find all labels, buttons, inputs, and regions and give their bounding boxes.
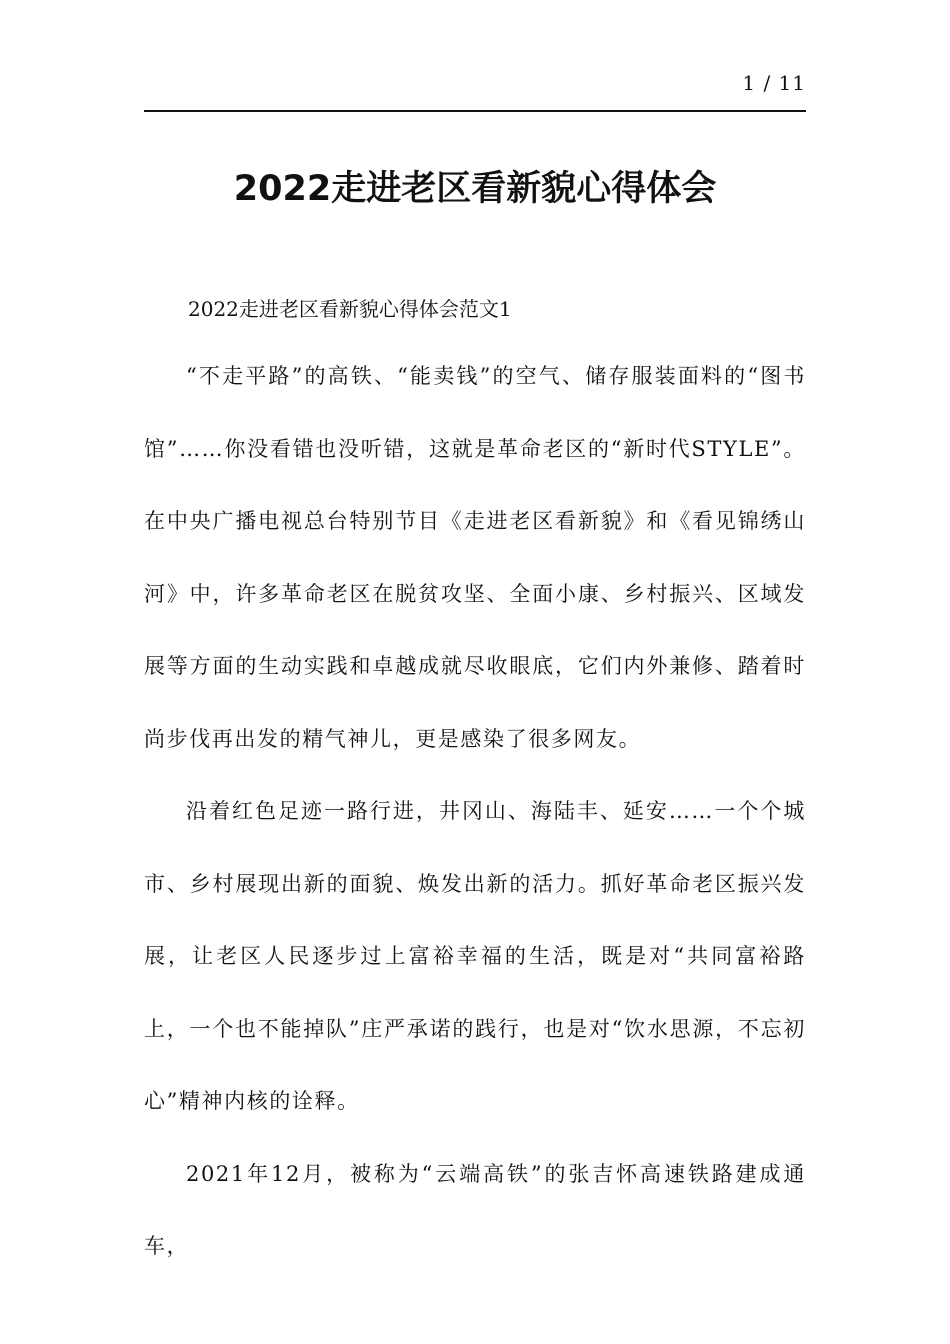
body-paragraph-2: 沿着红色足迹一路行进，井冈山、海陆丰、延安……一个个城市、乡村展现出新的面貌、焕发出新的活力。抓好革命老区振兴发展，让老区人民逐步过上富裕幸福的生活，既是对“共同富裕路上，一个也不能掉队”庄严承诺的践行，也是对“饮水思源，不忘初心”精神内核的诠释。 [144, 799, 806, 1113]
page-number: 1 / 11 [742, 71, 806, 95]
document-body [144, 288, 806, 1283]
section-subheading: 2022走进老区看新貌心得体会范文1 [188, 297, 512, 321]
body-paragraph-3: 2021年12月，被称为“云端高铁”的张吉怀高速铁路建成通车， [144, 1161, 806, 1258]
header-rule [144, 110, 806, 112]
body-paragraph-1: “不走平路”的高铁、“能卖钱”的空气、储存服装面料的“图书馆”……你没看错也没听错，这就是革命老区的“新时代STYLE”。在中央广播电视总台特别节目《走进老区看新貌》和《看见锦绣山河》中，许多革命老区在脱贫攻坚、全面小康、乡村振兴、区域发展等方面的生动实践和卓越成就尽收眼底，它们内外兼修、踏着时尚步伐再出发的精气神儿，更是感染了很多网友。 [144, 364, 806, 751]
document-title: 2022走进老区看新貌心得体会 [233, 169, 717, 209]
